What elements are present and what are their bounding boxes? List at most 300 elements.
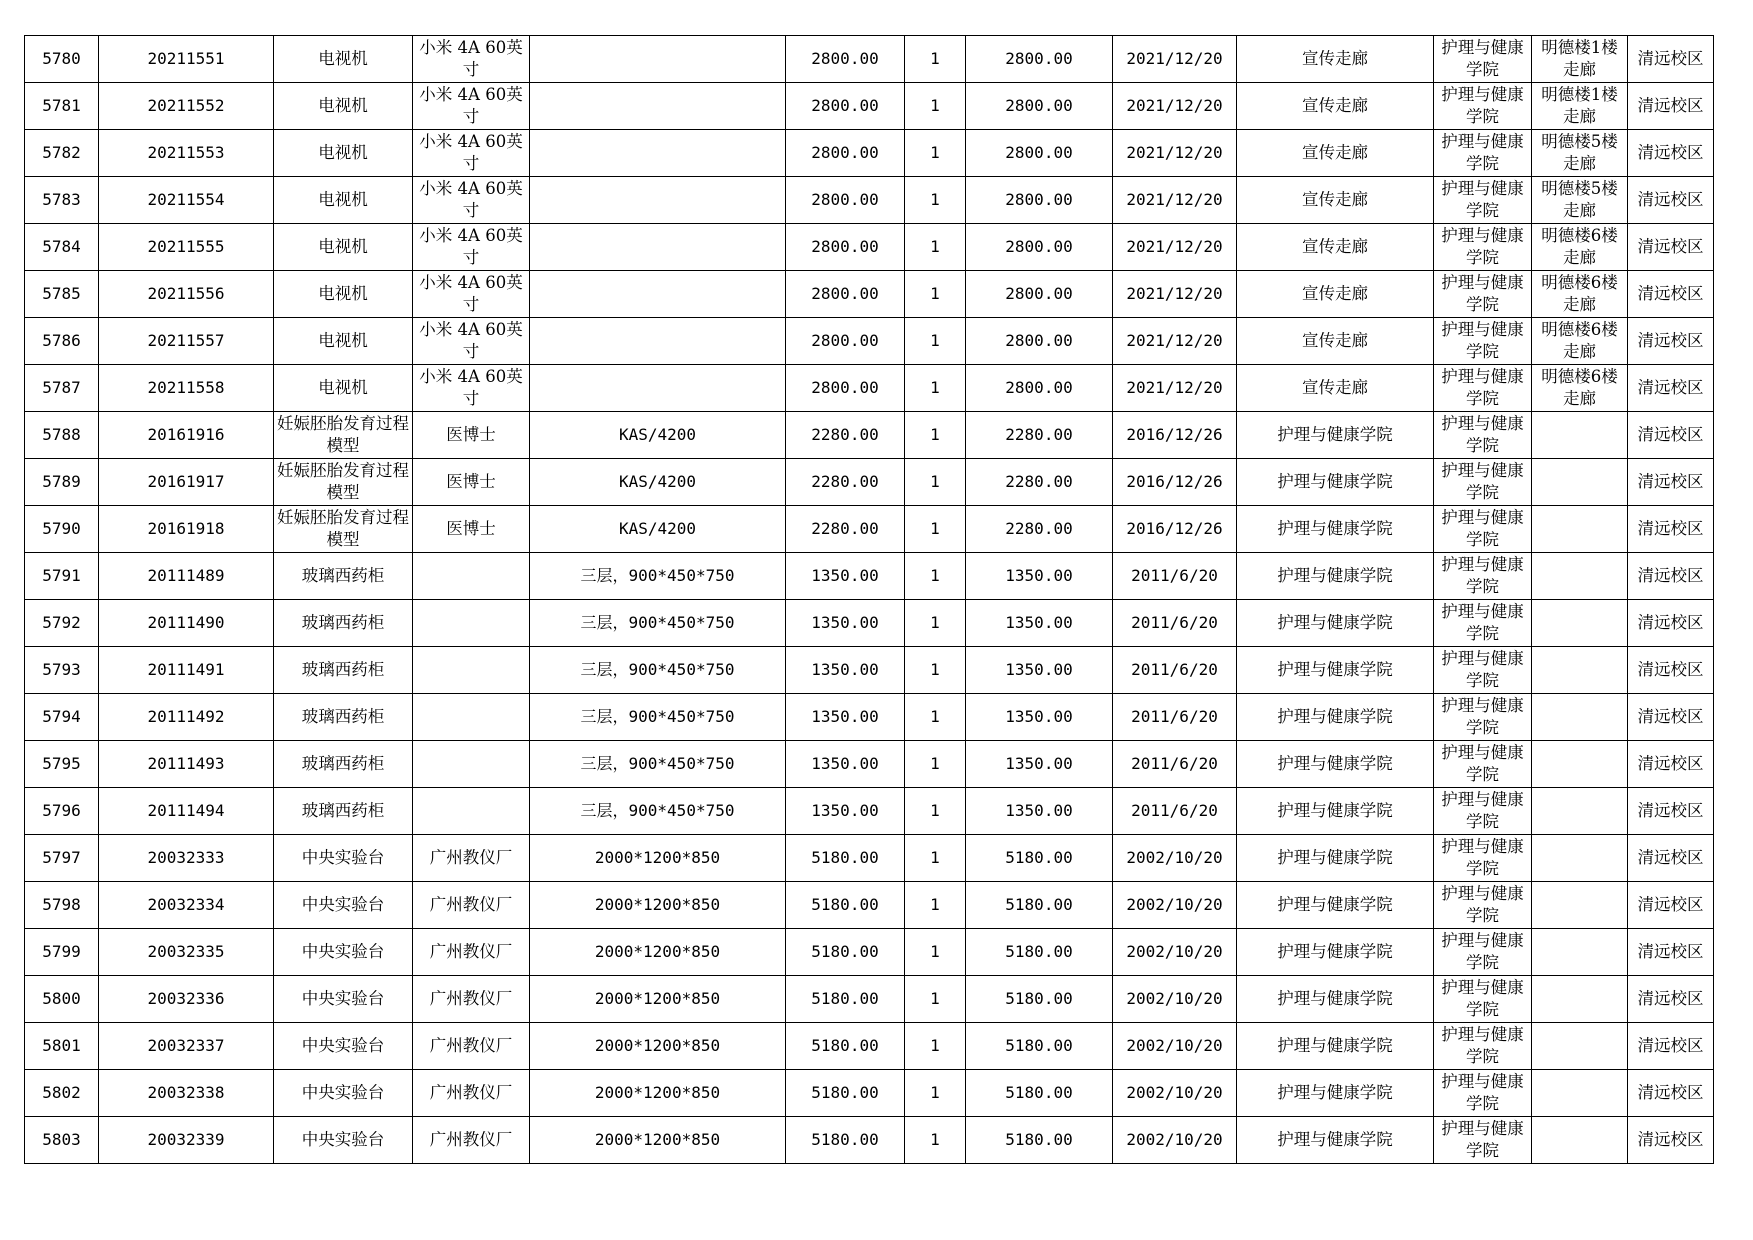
usage-location-cell: 宣传走廊 [1237,83,1434,130]
table-row [25,882,1714,929]
table-row [25,83,1714,130]
asset-code-cell: 20032337 [99,1023,274,1070]
purchase-date-cell: 2002/10/20 [1113,929,1237,976]
brand-cell: 广州教仪厂 [413,1117,530,1164]
unit-price-cell: 2800.00 [786,224,905,271]
unit-price-cell: 2800.00 [786,130,905,177]
brand-cell: 小米 4A 60英寸 [413,271,530,318]
spec-model-cell: 三层，900*450*750 [530,600,786,647]
unit-price-cell: 2280.00 [786,459,905,506]
spec-model-cell: 2000*1200*850 [530,882,786,929]
campus-cell: 清远校区 [1628,1117,1714,1164]
table-row [25,1070,1714,1117]
table-row [25,694,1714,741]
table-row [25,506,1714,553]
usage-location-cell: 护理与健康学院 [1237,835,1434,882]
unit-price-cell: 2800.00 [786,36,905,83]
storage-place-cell [1532,600,1628,647]
storage-place-cell [1532,647,1628,694]
serial-no-cell: 5797 [25,835,99,882]
asset-code-cell: 20032334 [99,882,274,929]
campus-cell: 清远校区 [1628,929,1714,976]
asset-name-cell: 电视机 [274,177,413,224]
total-amount-cell: 1350.00 [966,788,1113,835]
serial-no-cell: 5802 [25,1070,99,1117]
asset-code-cell: 20111493 [99,741,274,788]
campus-cell: 清远校区 [1628,130,1714,177]
total-amount-cell: 1350.00 [966,600,1113,647]
table-row [25,647,1714,694]
campus-cell: 清远校区 [1628,224,1714,271]
usage-location-cell: 护理与健康学院 [1237,600,1434,647]
asset-name-cell: 电视机 [274,36,413,83]
campus-cell: 清远校区 [1628,1023,1714,1070]
department-cell: 护理与健康学院 [1434,271,1532,318]
serial-no-cell: 5794 [25,694,99,741]
spec-model-cell: KAS/4200 [530,412,786,459]
spec-model-cell: 2000*1200*850 [530,929,786,976]
usage-location-cell: 宣传走廊 [1237,36,1434,83]
quantity-cell: 1 [905,929,966,976]
asset-code-cell: 20211556 [99,271,274,318]
storage-place-cell [1532,835,1628,882]
serial-no-cell: 5790 [25,506,99,553]
asset-code-cell: 20032339 [99,1117,274,1164]
campus-cell: 清远校区 [1628,459,1714,506]
campus-cell: 清远校区 [1628,506,1714,553]
total-amount-cell: 1350.00 [966,741,1113,788]
unit-price-cell: 2800.00 [786,365,905,412]
asset-table [24,35,1714,1164]
brand-cell: 小米 4A 60英寸 [413,318,530,365]
asset-code-cell: 20161918 [99,506,274,553]
asset-code-cell: 20032335 [99,929,274,976]
unit-price-cell: 5180.00 [786,835,905,882]
purchase-date-cell: 2016/12/26 [1113,506,1237,553]
asset-name-cell: 中央实验台 [274,835,413,882]
brand-cell: 广州教仪厂 [413,929,530,976]
campus-cell: 清远校区 [1628,882,1714,929]
storage-place-cell [1532,694,1628,741]
purchase-date-cell: 2021/12/20 [1113,36,1237,83]
campus-cell: 清远校区 [1628,412,1714,459]
quantity-cell: 1 [905,882,966,929]
unit-price-cell: 2800.00 [786,177,905,224]
brand-cell: 小米 4A 60英寸 [413,130,530,177]
quantity-cell: 1 [905,788,966,835]
spec-model-cell [530,36,786,83]
department-cell: 护理与健康学院 [1434,1117,1532,1164]
campus-cell: 清远校区 [1628,835,1714,882]
spec-model-cell: 三层，900*450*750 [530,694,786,741]
purchase-date-cell: 2002/10/20 [1113,1023,1237,1070]
usage-location-cell: 宣传走廊 [1237,177,1434,224]
unit-price-cell: 1350.00 [786,788,905,835]
unit-price-cell: 1350.00 [786,694,905,741]
total-amount-cell: 2800.00 [966,83,1113,130]
storage-place-cell: 明德楼5楼走廊 [1532,177,1628,224]
usage-location-cell: 护理与健康学院 [1237,976,1434,1023]
brand-cell [413,553,530,600]
quantity-cell: 1 [905,1070,966,1117]
table-row [25,177,1714,224]
storage-place-cell: 明德楼1楼走廊 [1532,83,1628,130]
table-row [25,835,1714,882]
asset-code-cell: 20111494 [99,788,274,835]
brand-cell [413,694,530,741]
asset-name-cell: 玻璃西药柜 [274,694,413,741]
asset-name-cell: 中央实验台 [274,929,413,976]
usage-location-cell: 护理与健康学院 [1237,694,1434,741]
spec-model-cell: 2000*1200*850 [530,1023,786,1070]
quantity-cell: 1 [905,1023,966,1070]
quantity-cell: 1 [905,694,966,741]
table-row [25,929,1714,976]
total-amount-cell: 2280.00 [966,459,1113,506]
asset-name-cell: 妊娠胚胎发育过程模型 [274,506,413,553]
asset-code-cell: 20161916 [99,412,274,459]
campus-cell: 清远校区 [1628,647,1714,694]
purchase-date-cell: 2011/6/20 [1113,600,1237,647]
storage-place-cell [1532,553,1628,600]
unit-price-cell: 5180.00 [786,929,905,976]
usage-location-cell: 护理与健康学院 [1237,741,1434,788]
department-cell: 护理与健康学院 [1434,365,1532,412]
department-cell: 护理与健康学院 [1434,694,1532,741]
total-amount-cell: 2800.00 [966,224,1113,271]
spec-model-cell [530,130,786,177]
total-amount-cell: 2800.00 [966,365,1113,412]
campus-cell: 清远校区 [1628,177,1714,224]
purchase-date-cell: 2016/12/26 [1113,412,1237,459]
department-cell: 护理与健康学院 [1434,1023,1532,1070]
storage-place-cell [1532,976,1628,1023]
table-row [25,788,1714,835]
usage-location-cell: 护理与健康学院 [1237,788,1434,835]
storage-place-cell: 明德楼6楼走廊 [1532,224,1628,271]
unit-price-cell: 2800.00 [786,83,905,130]
asset-code-cell: 20211552 [99,83,274,130]
brand-cell: 广州教仪厂 [413,1070,530,1117]
usage-location-cell: 护理与健康学院 [1237,1117,1434,1164]
asset-name-cell: 玻璃西药柜 [274,647,413,694]
asset-code-cell: 20211557 [99,318,274,365]
table-row [25,36,1714,83]
brand-cell: 广州教仪厂 [413,1023,530,1070]
storage-place-cell [1532,882,1628,929]
usage-location-cell: 护理与健康学院 [1237,647,1434,694]
department-cell: 护理与健康学院 [1434,788,1532,835]
spec-model-cell: 三层，900*450*750 [530,553,786,600]
asset-name-cell: 电视机 [274,130,413,177]
asset-code-cell: 20211554 [99,177,274,224]
storage-place-cell: 明德楼6楼走廊 [1532,271,1628,318]
campus-cell: 清远校区 [1628,271,1714,318]
quantity-cell: 1 [905,506,966,553]
purchase-date-cell: 2011/6/20 [1113,741,1237,788]
serial-no-cell: 5784 [25,224,99,271]
brand-cell [413,600,530,647]
campus-cell: 清远校区 [1628,976,1714,1023]
storage-place-cell: 明德楼5楼走廊 [1532,130,1628,177]
storage-place-cell: 明德楼6楼走廊 [1532,365,1628,412]
purchase-date-cell: 2011/6/20 [1113,694,1237,741]
table-row [25,1023,1714,1070]
department-cell: 护理与健康学院 [1434,83,1532,130]
asset-name-cell: 妊娠胚胎发育过程模型 [274,459,413,506]
department-cell: 护理与健康学院 [1434,318,1532,365]
brand-cell [413,647,530,694]
purchase-date-cell: 2021/12/20 [1113,130,1237,177]
spec-model-cell: 三层，900*450*750 [530,741,786,788]
storage-place-cell: 明德楼1楼走廊 [1532,36,1628,83]
purchase-date-cell: 2002/10/20 [1113,1070,1237,1117]
serial-no-cell: 5793 [25,647,99,694]
department-cell: 护理与健康学院 [1434,600,1532,647]
purchase-date-cell: 2011/6/20 [1113,788,1237,835]
spec-model-cell [530,83,786,130]
total-amount-cell: 1350.00 [966,553,1113,600]
purchase-date-cell: 2002/10/20 [1113,882,1237,929]
quantity-cell: 1 [905,177,966,224]
quantity-cell: 1 [905,412,966,459]
asset-name-cell: 电视机 [274,224,413,271]
serial-no-cell: 5792 [25,600,99,647]
total-amount-cell: 1350.00 [966,647,1113,694]
brand-cell: 广州教仪厂 [413,882,530,929]
campus-cell: 清远校区 [1628,318,1714,365]
department-cell: 护理与健康学院 [1434,412,1532,459]
unit-price-cell: 5180.00 [786,1117,905,1164]
total-amount-cell: 2800.00 [966,177,1113,224]
asset-code-cell: 20211551 [99,36,274,83]
campus-cell: 清远校区 [1628,36,1714,83]
purchase-date-cell: 2002/10/20 [1113,835,1237,882]
usage-location-cell: 护理与健康学院 [1237,882,1434,929]
department-cell: 护理与健康学院 [1434,553,1532,600]
spec-model-cell [530,271,786,318]
serial-no-cell: 5801 [25,1023,99,1070]
brand-cell: 医博士 [413,459,530,506]
table-row [25,1117,1714,1164]
table-row [25,224,1714,271]
storage-place-cell [1532,741,1628,788]
asset-name-cell: 中央实验台 [274,1117,413,1164]
table-row [25,553,1714,600]
serial-no-cell: 5785 [25,271,99,318]
asset-code-cell: 20032336 [99,976,274,1023]
purchase-date-cell: 2021/12/20 [1113,83,1237,130]
campus-cell: 清远校区 [1628,788,1714,835]
spec-model-cell [530,318,786,365]
total-amount-cell: 5180.00 [966,835,1113,882]
serial-no-cell: 5780 [25,36,99,83]
asset-name-cell: 玻璃西药柜 [274,553,413,600]
unit-price-cell: 1350.00 [786,741,905,788]
purchase-date-cell: 2021/12/20 [1113,318,1237,365]
purchase-date-cell: 2021/12/20 [1113,177,1237,224]
brand-cell: 广州教仪厂 [413,835,530,882]
quantity-cell: 1 [905,83,966,130]
total-amount-cell: 2280.00 [966,506,1113,553]
brand-cell [413,741,530,788]
asset-name-cell: 玻璃西药柜 [274,788,413,835]
storage-place-cell [1532,788,1628,835]
total-amount-cell: 2800.00 [966,318,1113,365]
spec-model-cell: KAS/4200 [530,459,786,506]
quantity-cell: 1 [905,553,966,600]
asset-name-cell: 妊娠胚胎发育过程模型 [274,412,413,459]
quantity-cell: 1 [905,36,966,83]
serial-no-cell: 5782 [25,130,99,177]
total-amount-cell: 5180.00 [966,882,1113,929]
spec-model-cell: 2000*1200*850 [530,976,786,1023]
department-cell: 护理与健康学院 [1434,1070,1532,1117]
asset-code-cell: 20211553 [99,130,274,177]
quantity-cell: 1 [905,647,966,694]
storage-place-cell [1532,1023,1628,1070]
campus-cell: 清远校区 [1628,600,1714,647]
unit-price-cell: 1350.00 [786,553,905,600]
usage-location-cell: 护理与健康学院 [1237,459,1434,506]
purchase-date-cell: 2011/6/20 [1113,553,1237,600]
brand-cell: 小米 4A 60英寸 [413,224,530,271]
department-cell: 护理与健康学院 [1434,741,1532,788]
department-cell: 护理与健康学院 [1434,882,1532,929]
campus-cell: 清远校区 [1628,694,1714,741]
unit-price-cell: 2280.00 [786,412,905,459]
asset-name-cell: 中央实验台 [274,882,413,929]
table-row [25,271,1714,318]
total-amount-cell: 5180.00 [966,1117,1113,1164]
asset-code-cell: 20111490 [99,600,274,647]
department-cell: 护理与健康学院 [1434,177,1532,224]
usage-location-cell: 宣传走廊 [1237,318,1434,365]
table-row [25,741,1714,788]
brand-cell: 小米 4A 60英寸 [413,36,530,83]
unit-price-cell: 2280.00 [786,506,905,553]
storage-place-cell: 明德楼6楼走廊 [1532,318,1628,365]
unit-price-cell: 5180.00 [786,1070,905,1117]
storage-place-cell [1532,929,1628,976]
quantity-cell: 1 [905,224,966,271]
table-row [25,412,1714,459]
asset-name-cell: 中央实验台 [274,1023,413,1070]
brand-cell: 小米 4A 60英寸 [413,83,530,130]
total-amount-cell: 1350.00 [966,694,1113,741]
total-amount-cell: 5180.00 [966,1023,1113,1070]
spec-model-cell [530,177,786,224]
spec-model-cell: 三层，900*450*750 [530,647,786,694]
campus-cell: 清远校区 [1628,741,1714,788]
usage-location-cell: 宣传走廊 [1237,365,1434,412]
serial-no-cell: 5787 [25,365,99,412]
serial-no-cell: 5786 [25,318,99,365]
total-amount-cell: 2280.00 [966,412,1113,459]
serial-no-cell: 5796 [25,788,99,835]
brand-cell: 广州教仪厂 [413,976,530,1023]
storage-place-cell [1532,506,1628,553]
purchase-date-cell: 2021/12/20 [1113,365,1237,412]
quantity-cell: 1 [905,130,966,177]
spec-model-cell [530,224,786,271]
spec-model-cell [530,365,786,412]
asset-name-cell: 电视机 [274,365,413,412]
serial-no-cell: 5800 [25,976,99,1023]
spec-model-cell: KAS/4200 [530,506,786,553]
asset-name-cell: 中央实验台 [274,976,413,1023]
asset-code-cell: 20032333 [99,835,274,882]
purchase-date-cell: 2011/6/20 [1113,647,1237,694]
asset-name-cell: 玻璃西药柜 [274,600,413,647]
asset-code-cell: 20161917 [99,459,274,506]
total-amount-cell: 5180.00 [966,976,1113,1023]
asset-name-cell: 玻璃西药柜 [274,741,413,788]
quantity-cell: 1 [905,365,966,412]
storage-place-cell [1532,459,1628,506]
asset-name-cell: 电视机 [274,83,413,130]
total-amount-cell: 5180.00 [966,929,1113,976]
total-amount-cell: 2800.00 [966,130,1113,177]
purchase-date-cell: 2002/10/20 [1113,976,1237,1023]
table-row [25,459,1714,506]
unit-price-cell: 2800.00 [786,271,905,318]
spec-model-cell: 三层，900*450*750 [530,788,786,835]
asset-code-cell: 20111492 [99,694,274,741]
asset-code-cell: 20211555 [99,224,274,271]
table-row [25,600,1714,647]
table-row [25,318,1714,365]
asset-name-cell: 电视机 [274,271,413,318]
usage-location-cell: 护理与健康学院 [1237,412,1434,459]
usage-location-cell: 宣传走廊 [1237,271,1434,318]
department-cell: 护理与健康学院 [1434,929,1532,976]
brand-cell [413,788,530,835]
spec-model-cell: 2000*1200*850 [530,1070,786,1117]
unit-price-cell: 5180.00 [786,882,905,929]
department-cell: 护理与健康学院 [1434,976,1532,1023]
total-amount-cell: 2800.00 [966,36,1113,83]
purchase-date-cell: 2021/12/20 [1113,271,1237,318]
department-cell: 护理与健康学院 [1434,36,1532,83]
usage-location-cell: 护理与健康学院 [1237,553,1434,600]
purchase-date-cell: 2021/12/20 [1113,224,1237,271]
storage-place-cell [1532,1117,1628,1164]
serial-no-cell: 5788 [25,412,99,459]
serial-no-cell: 5799 [25,929,99,976]
usage-location-cell: 宣传走廊 [1237,224,1434,271]
storage-place-cell [1532,412,1628,459]
usage-location-cell: 护理与健康学院 [1237,1070,1434,1117]
campus-cell: 清远校区 [1628,553,1714,600]
department-cell: 护理与健康学院 [1434,506,1532,553]
brand-cell: 小米 4A 60英寸 [413,177,530,224]
campus-cell: 清远校区 [1628,1070,1714,1117]
department-cell: 护理与健康学院 [1434,130,1532,177]
table-row [25,365,1714,412]
unit-price-cell: 1350.00 [786,647,905,694]
asset-code-cell: 20032338 [99,1070,274,1117]
brand-cell: 医博士 [413,506,530,553]
quantity-cell: 1 [905,741,966,788]
purchase-date-cell: 2016/12/26 [1113,459,1237,506]
total-amount-cell: 2800.00 [966,271,1113,318]
department-cell: 护理与健康学院 [1434,459,1532,506]
serial-no-cell: 5798 [25,882,99,929]
unit-price-cell: 5180.00 [786,1023,905,1070]
table-row [25,976,1714,1023]
asset-code-cell: 20111491 [99,647,274,694]
